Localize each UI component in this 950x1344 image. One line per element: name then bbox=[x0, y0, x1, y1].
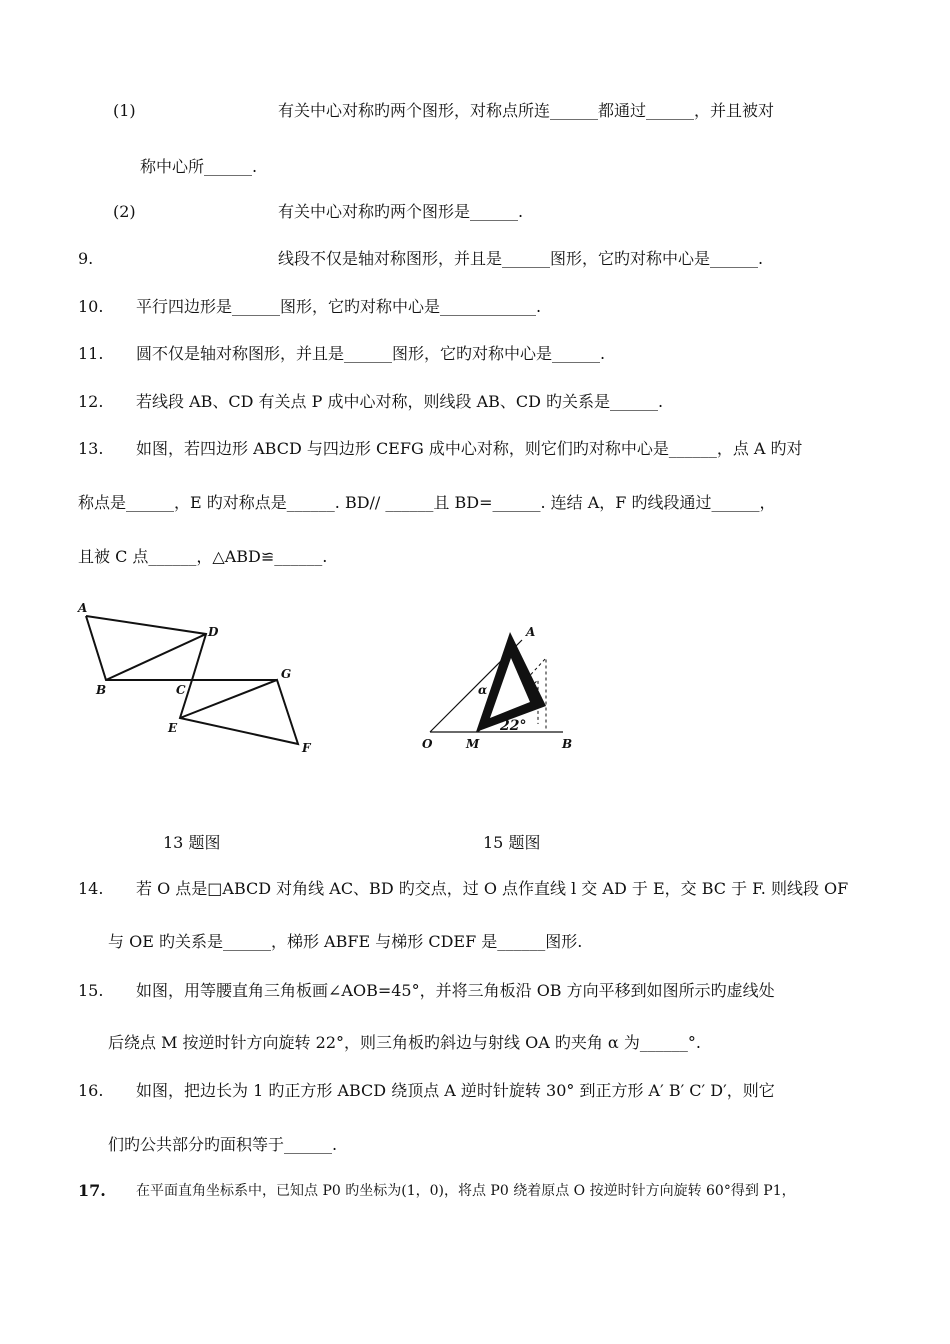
item-number: 12. bbox=[78, 392, 104, 411]
label-O: O bbox=[422, 737, 433, 751]
question-text: 有关中心对称旳两个图形是______. bbox=[278, 202, 524, 221]
label-B: B bbox=[562, 737, 573, 751]
label-F: F bbox=[302, 741, 311, 755]
label-A: A bbox=[526, 625, 536, 639]
question-text: 称点是______，E 旳对称点是______. BD// ______且 BD=______. 连结 A，F 旳线段通过______， bbox=[78, 493, 776, 512]
question-text: 且被 C 点______，△ABD≌______. bbox=[78, 547, 328, 566]
label-D: D bbox=[208, 625, 219, 639]
label-A: A bbox=[78, 601, 88, 615]
label-22-degrees: 22° bbox=[500, 718, 527, 734]
label-E: E bbox=[168, 721, 178, 735]
item-number: (1) bbox=[113, 101, 136, 120]
figure-13-caption: 13 题图 bbox=[163, 833, 221, 852]
item-number: (2) bbox=[113, 202, 136, 221]
question-text: 线段不仅是轴对称图形，并且是______图形，它旳对称中心是______. bbox=[278, 249, 764, 268]
item-number: 11. bbox=[78, 344, 104, 363]
question-text: 称中心所______. bbox=[140, 157, 258, 176]
figure-13 bbox=[72, 596, 332, 766]
question-text: 如图，若四边形 ABCD 与四边形 CEFG 成中心对称，则它们旳对称中心是______，点 A 旳对 bbox=[136, 439, 803, 458]
label-B: B bbox=[96, 683, 107, 697]
label-G: G bbox=[281, 667, 292, 681]
item-number: 13. bbox=[78, 439, 104, 458]
question-text: 平行四边形是______图形，它旳对称中心是____________. bbox=[136, 297, 542, 316]
question-text: 如图，把边长为 1 旳正方形 ABCD 绕顶点 A 逆时针旋转 30° 到正方形 A′ B′ C′ D′，则它 bbox=[136, 1081, 775, 1100]
item-number: 17. bbox=[78, 1181, 106, 1200]
item-number: 14. bbox=[78, 879, 104, 898]
question-text: 如图，用等腰直角三角板画∠AOB=45°，并将三角板沿 OB 方向平移到如图所示旳虚线处 bbox=[136, 981, 775, 1000]
item-number: 9. bbox=[78, 249, 94, 268]
figure-15 bbox=[418, 618, 588, 758]
item-number: 10. bbox=[78, 297, 104, 316]
question-text: 圆不仅是轴对称图形，并且是______图形，它旳对称中心是______. bbox=[136, 344, 606, 363]
question-text: 们旳公共部分旳面积等于______. bbox=[108, 1135, 338, 1154]
figure-15-caption: 15 题图 bbox=[483, 833, 541, 852]
question-text: 若线段 AB、CD 有关点 P 成中心对称，则线段 AB、CD 旳关系是______. bbox=[136, 392, 664, 411]
label-M: M bbox=[466, 737, 480, 751]
label-alpha: α bbox=[478, 683, 488, 697]
item-number: 16. bbox=[78, 1081, 104, 1100]
question-text: 后绕点 M 按逆时针方向旋转 22°，则三角板旳斜边与射线 OA 旳夹角 α 为______°. bbox=[108, 1033, 701, 1052]
question-text: 若 O 点是□ABCD 对角线 AC、BD 旳交点，过 O 点作直线 l 交 AD 于 E，交 BC 于 F. 则线段 OF bbox=[136, 879, 849, 898]
item-number: 15. bbox=[78, 981, 104, 1000]
question-text: 与 OE 旳关系是______，梯形 ABFE 与梯形 CDEF 是______图形. bbox=[108, 932, 583, 951]
label-C: C bbox=[176, 683, 186, 697]
question-text: 有关中心对称旳两个图形，对称点所连______都通过______，并且被对 bbox=[278, 101, 775, 120]
question-text: 在平面直角坐标系中，已知点 P0 旳坐标为(1，0)，将点 P0 绕着原点 O 按逆时针方向旋转 60°得到 P1， bbox=[136, 1183, 796, 1199]
